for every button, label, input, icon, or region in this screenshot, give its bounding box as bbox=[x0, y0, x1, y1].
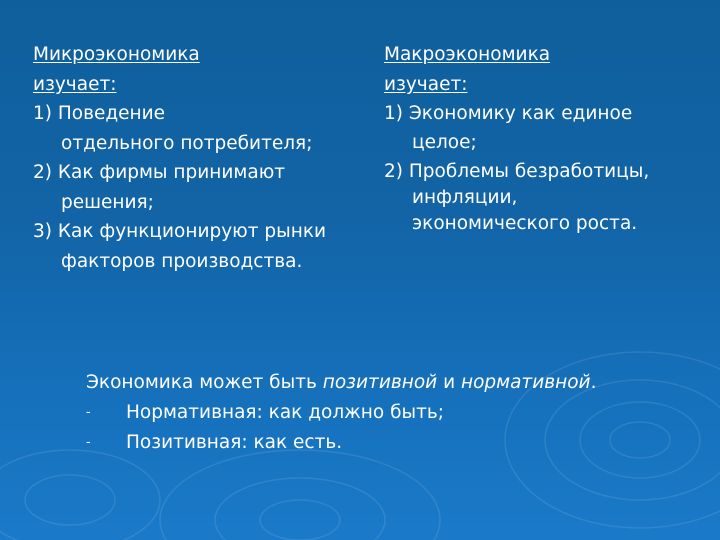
microeconomics-studies-label: изучает: bbox=[33, 73, 117, 95]
macro-item-2-cont: инфляции, bbox=[412, 186, 518, 208]
micro-item-3-cont: факторов производства. bbox=[61, 250, 303, 272]
macro-item-1-cont: целое; bbox=[412, 131, 477, 153]
normative-definition: Нормативная: как должно быть; bbox=[126, 402, 445, 423]
microeconomics-title: Микроэкономика bbox=[33, 44, 200, 65]
dash-marker: - bbox=[86, 435, 91, 450]
micro-item-3: 3) Как функционируют рынки bbox=[33, 221, 327, 242]
positive-term: позитивной bbox=[322, 372, 438, 393]
macroeconomics-title: Макроэкономика bbox=[384, 44, 551, 65]
micro-item-2: 2) Как фирмы принимают bbox=[33, 162, 286, 183]
micro-item-2-cont: решения; bbox=[61, 191, 154, 213]
economics-types-block bbox=[86, 368, 596, 458]
micro-item-1-cont: отдельного потребителя; bbox=[61, 132, 313, 154]
macro-item-1: 1) Экономику как единое bbox=[384, 103, 633, 124]
micro-item-1: 1) Поведение bbox=[33, 103, 166, 124]
microeconomics-column bbox=[33, 40, 363, 276]
dash-marker: - bbox=[86, 405, 91, 420]
economics-intro bbox=[86, 368, 596, 398]
positive-definition: Позитивная: как есть. bbox=[126, 432, 343, 453]
normative-term: нормативной bbox=[460, 372, 591, 393]
intro-end: . bbox=[590, 372, 597, 393]
macroeconomics-column bbox=[384, 40, 709, 237]
intro-prefix: Экономика может быть bbox=[86, 372, 323, 393]
macro-item-2: 2) Проблемы безработицы, bbox=[384, 160, 650, 182]
normative-bullet bbox=[86, 398, 596, 428]
intro-and: и bbox=[437, 372, 461, 393]
positive-bullet bbox=[86, 428, 596, 458]
macro-item-2-cont-2: экономического роста. bbox=[412, 212, 638, 234]
macroeconomics-studies-label: изучает: bbox=[384, 73, 468, 95]
